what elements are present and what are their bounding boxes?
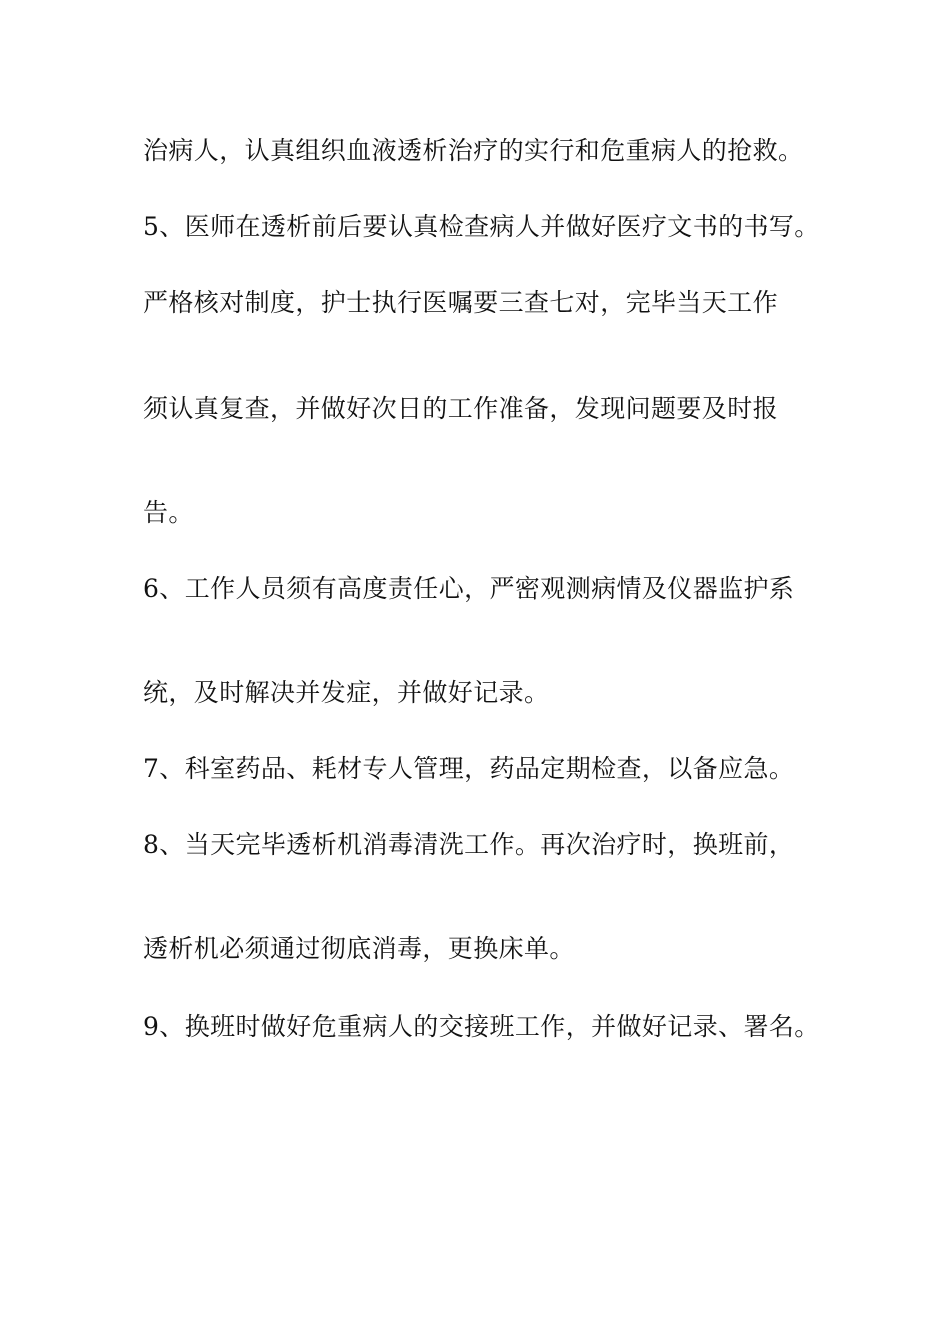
text-line: 7、科室药品、耗材专人管理，药品定期检查，以备应急。	[143, 754, 795, 783]
text-line: 透析机必须通过彻底消毒，更换床单。	[143, 934, 575, 963]
text-line: 治病人，认真组织血液透析治疗的实行和危重病人的抢救。	[143, 136, 804, 165]
text-line: 告。	[143, 498, 194, 527]
text-line: 严格核对制度，护士执行医嘱要三查七对，完毕当天工作	[143, 288, 779, 317]
text-line: 9、换班时做好危重病人的交接班工作，并做好记录、署名。	[143, 1012, 820, 1041]
text-line: 8、当天完毕透析机消毒清洗工作。再次治疗时，换班前，	[143, 830, 795, 859]
text-line: 统，及时解决并发症，并做好记录。	[143, 678, 550, 707]
text-line: 6、工作人员须有高度责任心，严密观测病情及仪器监护系	[143, 574, 795, 603]
text-line: 须认真复查，并做好次日的工作准备，发现问题要及时报	[143, 394, 779, 423]
text-line: 5、医师在透析前后要认真检查病人并做好医疗文书的书写。	[143, 212, 820, 241]
